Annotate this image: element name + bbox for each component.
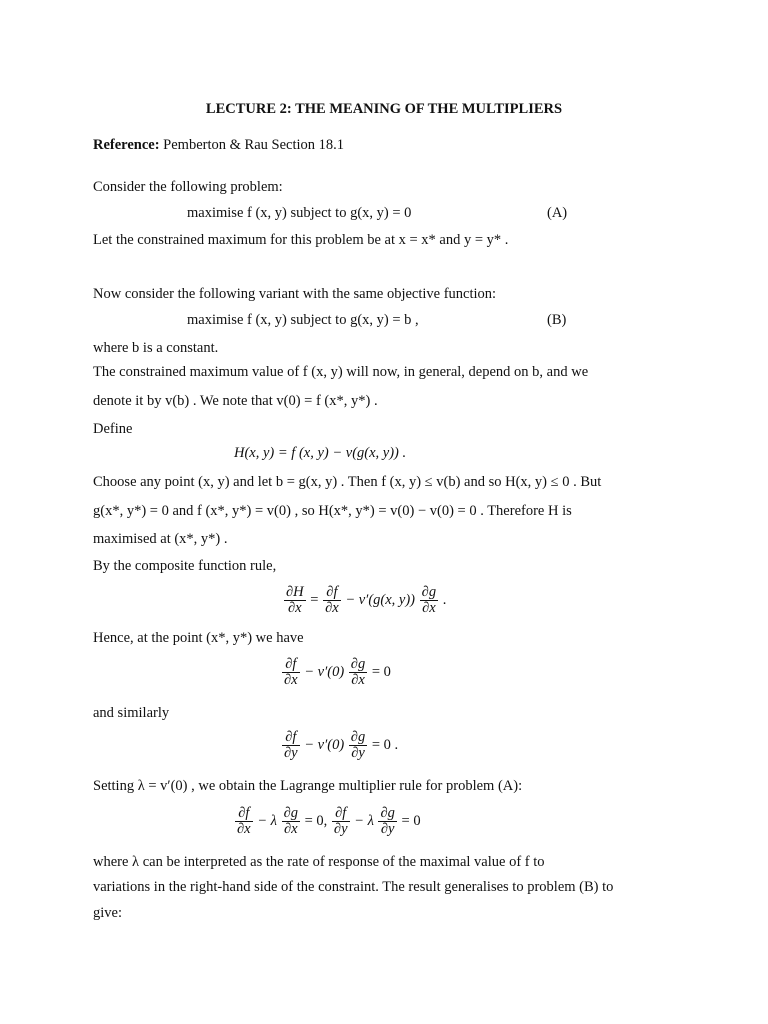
paragraph-2: Let the constrained maximum for this problem be at x = x* and y = y* . xyxy=(93,232,509,248)
reference-label: Reference: xyxy=(93,137,160,153)
paragraph-7: Define xyxy=(93,421,133,437)
fraction: $\frac{\partial g}{\partial y}$ xyxy=(350,729,366,761)
problem-b: maximise f (x, y) subject to g(x, y) = b , xyxy=(187,312,419,328)
equation-lagrange: $\frac{\partial f}{\partial x}$ − λ $\frac{\partial g}{\partial x}$ = 0, $\frac{\partial f}{\partial y}$ − λ $\frac{\partial g}{\partial y}$ = 0 xyxy=(237,805,421,837)
fraction: $\frac{\partial H}{\partial x}$ xyxy=(286,584,304,616)
paragraph-3: Now consider the following variant with the same objective function: xyxy=(93,286,497,302)
page-title: LECTURE 2: THE MEANING OF THE MULTIPLIERS xyxy=(205,101,563,117)
equation-x: $\frac{\partial f}{\partial x}$ − v′(0) $\frac{\partial g}{\partial x}$ = 0 xyxy=(284,656,391,688)
fraction: $\frac{\partial f}{\partial x}$ xyxy=(325,584,339,616)
equation-h: H(x, y) = f (x, y) − v(g(x, y)) . xyxy=(234,445,407,461)
fraction: $\frac{\partial g}{\partial x}$ xyxy=(350,656,366,688)
paragraph-12: Hence, at the point (x*, y*) we have xyxy=(93,630,304,646)
reference-line xyxy=(93,137,344,154)
fraction: $\frac{\partial g}{\partial x}$ xyxy=(421,584,437,616)
fraction: $\frac{\partial f}{\partial x}$ xyxy=(284,656,298,688)
paragraph-11: By the composite function rule, xyxy=(93,558,277,574)
equation-composite: $\frac{\partial H}{\partial x}$ = $\frac{\partial f}{\partial x}$ − v′(g(x, y)) $\frac{\partial g}{\partial x}$ . xyxy=(286,584,447,616)
paragraph-9: g(x*, y*) = 0 and f (x*, y*) = v(0) , so H(x*, y*) = v(0) − v(0) = 0 . Therefore H is xyxy=(93,503,572,519)
paragraph-10: maximised at (x*, y*) . xyxy=(93,531,228,547)
problem-a-label: (A) xyxy=(547,205,568,221)
paragraph-14: Setting λ = v′(0) , we obtain the Lagrange multiplier rule for problem (A): xyxy=(93,778,523,794)
fraction: $\frac{\partial f}{\partial y}$ xyxy=(284,729,298,761)
paragraph-16: variations in the right-hand side of the constraint. The result generalises to problem (B) to xyxy=(93,879,614,895)
paragraph-17: give: xyxy=(93,905,122,921)
paragraph-6: denote it by v(b) . We note that v(0) = f (x*, y*) . xyxy=(93,393,378,409)
problem-b-label: (B) xyxy=(547,312,567,328)
problem-a: maximise f (x, y) subject to g(x, y) = 0 xyxy=(187,205,412,221)
paragraph-15: where λ can be interpreted as the rate of response of the maximal value of f to xyxy=(93,854,545,870)
paragraph-4: where b is a constant. xyxy=(93,340,219,356)
fraction: $\frac{\partial f}{\partial y}$ xyxy=(333,805,348,837)
paragraph-1: Consider the following problem: xyxy=(93,179,283,195)
reference-text: Pemberton & Rau Section 18.1 xyxy=(159,137,344,153)
paragraph-8: Choose any point (x, y) and let b = g(x, y) . Then f (x, y) ≤ v(b) and so H(x, y) ≤ 0 . But xyxy=(93,474,602,490)
fraction: $\frac{\partial g}{\partial y}$ xyxy=(380,805,395,837)
fraction: $\frac{\partial f}{\partial x}$ xyxy=(237,805,251,837)
paragraph-13: and similarly xyxy=(93,705,170,721)
fraction: $\frac{\partial g}{\partial x}$ xyxy=(283,805,298,837)
paragraph-5: The constrained maximum value of f (x, y) will now, in general, depend on b, and we xyxy=(93,364,589,380)
equation-y: $\frac{\partial f}{\partial y}$ − v′(0) $\frac{\partial g}{\partial y}$ = 0 . xyxy=(284,729,399,761)
